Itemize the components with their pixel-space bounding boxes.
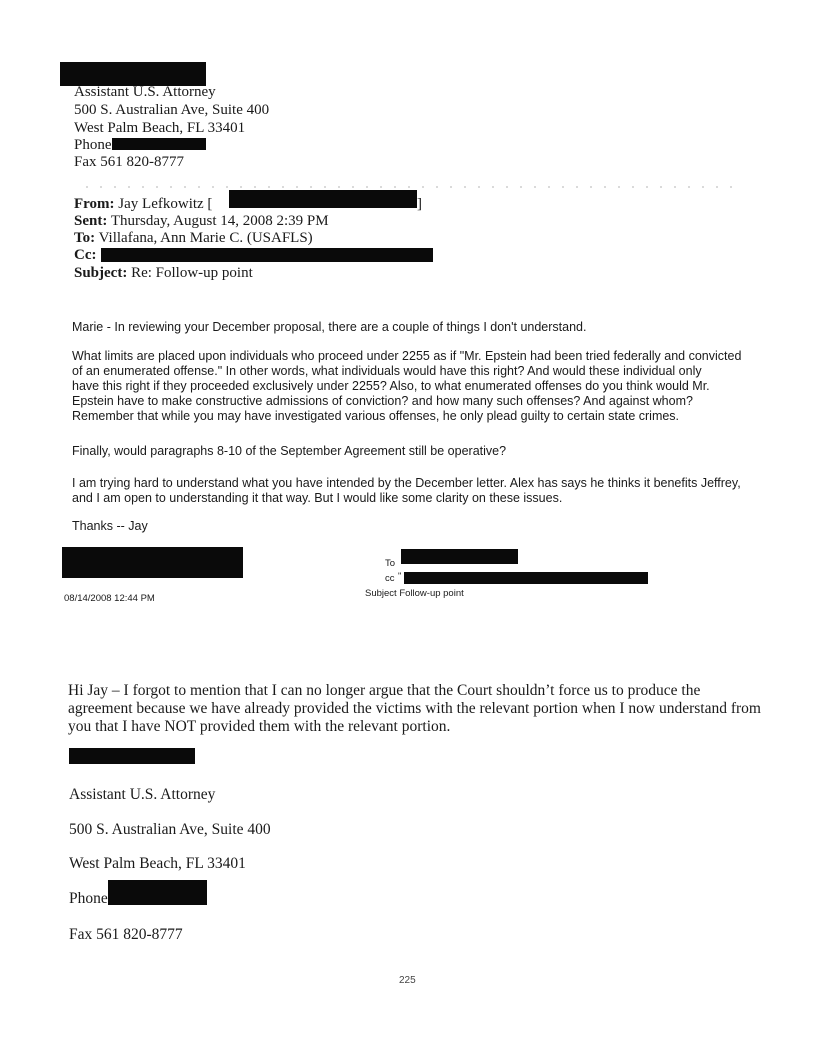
reply-paragraph-3: Finally, would paragraphs 8-10 of the September Agreement still be operative?	[72, 444, 507, 458]
reply-p2-line-4: Epstein have to make constructive admissions of conviction? and how many such offenses? And against whom?	[72, 394, 693, 408]
signature-bottom-address-1: 500 S. Australian Ave, Suite 400	[69, 821, 271, 838]
sent-label: Sent:	[74, 213, 108, 229]
header-sent	[74, 212, 329, 230]
redacted-phone-bottom	[108, 880, 207, 905]
reply-paragraph-2	[72, 349, 762, 424]
reply-signoff: Thanks -- Jay	[72, 519, 148, 533]
cc-label: Cc:	[74, 247, 97, 263]
subject-value: Re: Follow-up point	[131, 265, 253, 281]
reply-p4-line-1: I am trying hard to understand what you have intended by the December letter. Alex has says he thinks it benefits Jeffrey,	[72, 476, 741, 490]
from-close-bracket: ]	[417, 196, 422, 212]
signature-bottom-address-2: West Palm Beach, FL 33401	[69, 855, 246, 872]
signature-phone-label: Phone	[74, 137, 112, 153]
quoted-cc-label: cc	[385, 573, 395, 584]
header-to	[74, 229, 313, 247]
original-message	[68, 682, 768, 736]
signature-bottom-fax: Fax 561 820-8777	[69, 926, 183, 943]
header-cc	[74, 246, 97, 264]
quoted-subject-value: Follow-up point	[399, 588, 464, 599]
redacted-cc	[101, 248, 433, 262]
to-label: To:	[74, 230, 96, 246]
header-from	[74, 195, 212, 213]
quoted-cc-quote: "	[398, 571, 402, 582]
reply-paragraph-4	[72, 476, 762, 506]
reply-p2-line-2: of an enumerated offense." In other words, what individuals would have this right? And would these individual only	[72, 364, 702, 378]
sent-value: Thursday, August 14, 2008 2:39 PM	[110, 213, 329, 229]
quoted-subject-label: Subject	[365, 588, 397, 599]
reply-p4-line-2: and I am open to understanding it that way. But I would like some clarity on these issues.	[72, 491, 563, 505]
quoted-date: 08/14/2008 12:44 PM	[64, 593, 155, 604]
page-number: 225	[399, 975, 416, 986]
redacted-name-bottom	[69, 748, 195, 764]
reply-p2-line-3: have this right if they proceeded exclusively under 2255? Also, to what enumerated offenses do you think would Mr.	[72, 379, 710, 393]
redacted-from-email	[229, 190, 417, 208]
redacted-phone	[112, 138, 206, 150]
signature-bottom-phone-label: Phone	[69, 890, 108, 907]
quoted-subject	[365, 588, 464, 599]
original-line-2: agreement because we have already provided the victims with the relevant portion when I now understand from	[68, 700, 761, 717]
signature-address-1: 500 S. Australian Ave, Suite 400	[74, 102, 270, 118]
reply-p2-line-1: What limits are placed upon individuals who proceed under 2255 as if "Mr. Epstein had been tried federally and convicted	[72, 349, 742, 363]
separator-line	[80, 186, 740, 188]
reply-p2-line-5: Remember that while you may have investigated various offenses, he only plead guilty to certain state crimes.	[72, 409, 680, 423]
subject-label: Subject:	[74, 265, 128, 281]
header-subject	[74, 264, 253, 282]
from-value: Jay Lefkowitz [	[118, 196, 213, 212]
to-value: Villafana, Ann Marie C. (USAFLS)	[98, 230, 313, 246]
redacted-sender-name	[62, 547, 243, 578]
signature-title: Assistant U.S. Attorney	[74, 84, 216, 100]
original-line-1: Hi Jay – I forgot to mention that I can no longer argue that the Court shouldn’t force us to produce the	[68, 682, 701, 699]
original-line-3: you that I have NOT provided them with the relevant portion.	[68, 718, 451, 735]
reply-paragraph-1: Marie - In reviewing your December proposal, there are a couple of things I don't understand.	[72, 320, 587, 334]
signature-address-2: West Palm Beach, FL 33401	[74, 120, 246, 136]
redacted-to	[401, 549, 518, 564]
signature-bottom-title: Assistant U.S. Attorney	[69, 786, 216, 803]
from-label: From:	[74, 196, 115, 212]
signature-fax: Fax 561 820-8777	[74, 154, 184, 170]
quoted-to-label: To	[385, 558, 396, 569]
redacted-cc-list	[404, 572, 648, 584]
